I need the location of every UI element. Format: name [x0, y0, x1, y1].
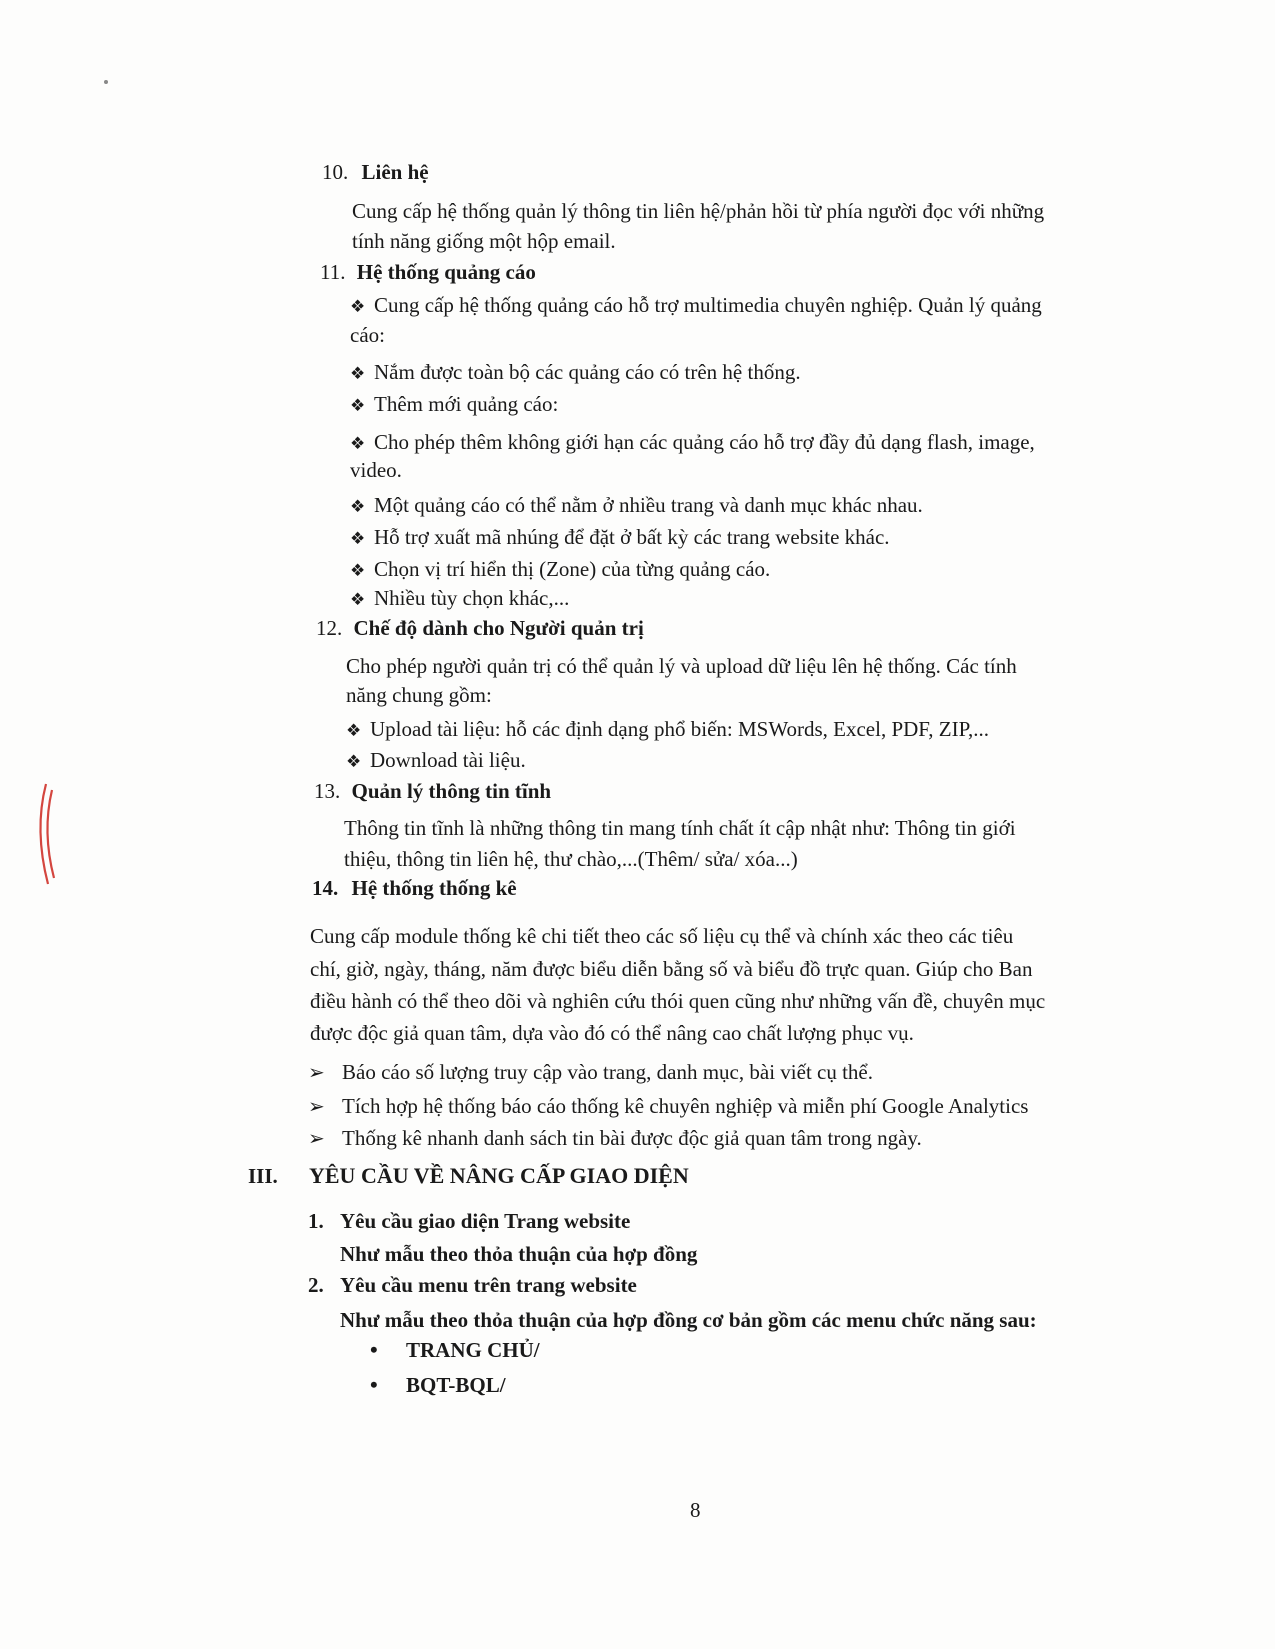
diamond-bullet-icon: ❖	[346, 752, 362, 771]
diamond-bullet-icon: ❖	[350, 297, 366, 316]
menu-item-2: • BQT-BQL/	[370, 1372, 506, 1397]
diamond-bullet-icon: ❖	[350, 529, 366, 548]
ui-item-2-heading: 2. Yêu cầu menu trên trang website	[308, 1273, 637, 1297]
scan-dot	[104, 80, 108, 84]
page-number: 8	[690, 1498, 701, 1522]
section-10-title: Liên hệ	[361, 160, 429, 184]
bullet-icon: •	[370, 1372, 378, 1397]
section-10-heading: 10. Liên hệ	[322, 160, 429, 184]
ads-bullet-6: ❖ Hỗ trợ xuất mã nhúng để đặt ở bất kỳ các trang website khác.	[350, 523, 890, 553]
ads-bullet-5: ❖ Một quảng cáo có thể nằm ở nhiều trang và danh mục khác nhau.	[350, 491, 923, 521]
section-11-heading: 11. Hệ thống quảng cáo	[320, 260, 536, 284]
section-10-text-2: tính năng giống một hộp email.	[352, 229, 616, 253]
ads-bullet-3: ❖ Thêm mới quảng cáo:	[350, 390, 558, 420]
diamond-bullet-icon: ❖	[350, 434, 366, 453]
ui-item-2-title: Yêu cầu menu trên trang website	[340, 1273, 637, 1297]
section-13-text-1: Thông tin tĩnh là những thông tin mang tính chất ít cập nhật như: Thông tin giới	[344, 816, 1016, 840]
section-12-heading: 12. Chế độ dành cho Người quản trị	[316, 616, 644, 640]
section-14-title: Hệ thống thống kê	[351, 876, 517, 900]
bullet-icon: •	[370, 1337, 378, 1362]
section-12-title: Chế độ dành cho Người quản trị	[353, 616, 644, 640]
stats-bullet-2: ➢ Tích hợp hệ thống báo cáo thống kê chuyên nghiệp và miễn phí Google Analytics	[308, 1092, 1028, 1121]
ads-bullet-4: ❖ Cho phép thêm không giới hạn các quảng cáo hỗ trợ đầy đủ dạng flash, image,	[350, 428, 1035, 458]
ads-bullet-8: ❖ Nhiều tùy chọn khác,...	[350, 584, 569, 614]
diamond-bullet-icon: ❖	[346, 721, 362, 740]
diamond-bullet-icon: ❖	[350, 590, 366, 609]
diamond-bullet-icon: ❖	[350, 364, 366, 383]
section-13-heading: 13. Quản lý thông tin tĩnh	[314, 779, 552, 803]
arrow-bullet-icon: ➢	[308, 1128, 325, 1150]
section-11-title: Hệ thống quảng cáo	[356, 260, 536, 284]
ui-item-1-sub: Như mẫu theo thỏa thuận của hợp đồng	[340, 1242, 698, 1266]
diamond-bullet-icon: ❖	[350, 497, 366, 516]
ads-bullet-2: ❖ Nắm được toàn bộ các quảng cáo có trên hệ thống.	[350, 358, 801, 388]
ads-bullet-7: ❖ Chọn vị trí hiển thị (Zone) của từng quảng cáo.	[350, 555, 770, 585]
arrow-bullet-icon: ➢	[308, 1062, 325, 1084]
section-12-text-1: Cho phép người quản trị có thể quản lý và upload dữ liệu lên hệ thống. Các tính	[346, 654, 1017, 678]
part-3-title: YÊU CẦU VỀ NÂNG CẤP GIAO DIỆN	[309, 1163, 689, 1188]
section-14-text-3: điều hành có thể theo dõi và nghiên cứu thói quen cũng như những vấn đề, chuyên mục	[310, 989, 1046, 1013]
ui-item-1-title: Yêu cầu giao diện Trang website	[340, 1209, 631, 1233]
diamond-bullet-icon: ❖	[350, 561, 366, 580]
part-3-number: III.	[248, 1164, 278, 1188]
ads-bullet-1-cont: cáo:	[350, 323, 385, 347]
section-14-text-1: Cung cấp module thống kê chi tiết theo các số liệu cụ thể và chính xác theo các tiêu	[310, 924, 1014, 948]
section-13-title: Quản lý thông tin tĩnh	[351, 779, 552, 803]
diamond-bullet-icon: ❖	[350, 396, 366, 415]
section-14-text-2: chí, giờ, ngày, tháng, năm được biểu diễn bằng số và biểu đồ trực quan. Giúp cho Ban	[310, 957, 1033, 981]
section-13-text-2: thiệu, thông tin liên hệ, thư chào,...(Thêm/ sửa/ xóa...)	[344, 847, 798, 871]
stats-bullet-1: ➢ Báo cáo số lượng truy cập vào trang, danh mục, bài viết cụ thể.	[308, 1058, 873, 1087]
section-14-text-4: được độc giả quan tâm, dựa vào đó có thể nâng cao chất lượng phục vụ.	[310, 1021, 914, 1045]
section-10-text-1: Cung cấp hệ thống quản lý thông tin liên hệ/phản hồi từ phía người đọc với những	[352, 199, 1045, 223]
stats-bullet-3: ➢ Thống kê nhanh danh sách tin bài được độc giả quan tâm trong ngày.	[308, 1124, 922, 1153]
ui-item-1-heading: 1. Yêu cầu giao diện Trang website	[308, 1209, 631, 1233]
ui-item-2-sub: Như mẫu theo thỏa thuận của hợp đồng cơ bản gồm các menu chức năng sau:	[340, 1308, 1037, 1332]
section-14-heading: 14. Hệ thống thống kê	[312, 876, 517, 900]
red-margin-mark	[30, 780, 60, 890]
admin-bullet-1: ❖ Upload tài liệu: hỗ các định dạng phổ biến: MSWords, Excel, PDF, ZIP,...	[346, 715, 989, 745]
admin-bullet-2: ❖ Download tài liệu.	[346, 746, 526, 776]
menu-item-1: • TRANG CHỦ/	[370, 1337, 540, 1362]
section-12-text-2: năng chung gồm:	[346, 683, 492, 707]
arrow-bullet-icon: ➢	[308, 1096, 325, 1118]
ads-bullet-4-cont: video.	[350, 458, 402, 482]
ads-bullet-1: ❖ Cung cấp hệ thống quảng cáo hỗ trợ multimedia chuyên nghiệp. Quản lý quảng	[350, 291, 1042, 321]
